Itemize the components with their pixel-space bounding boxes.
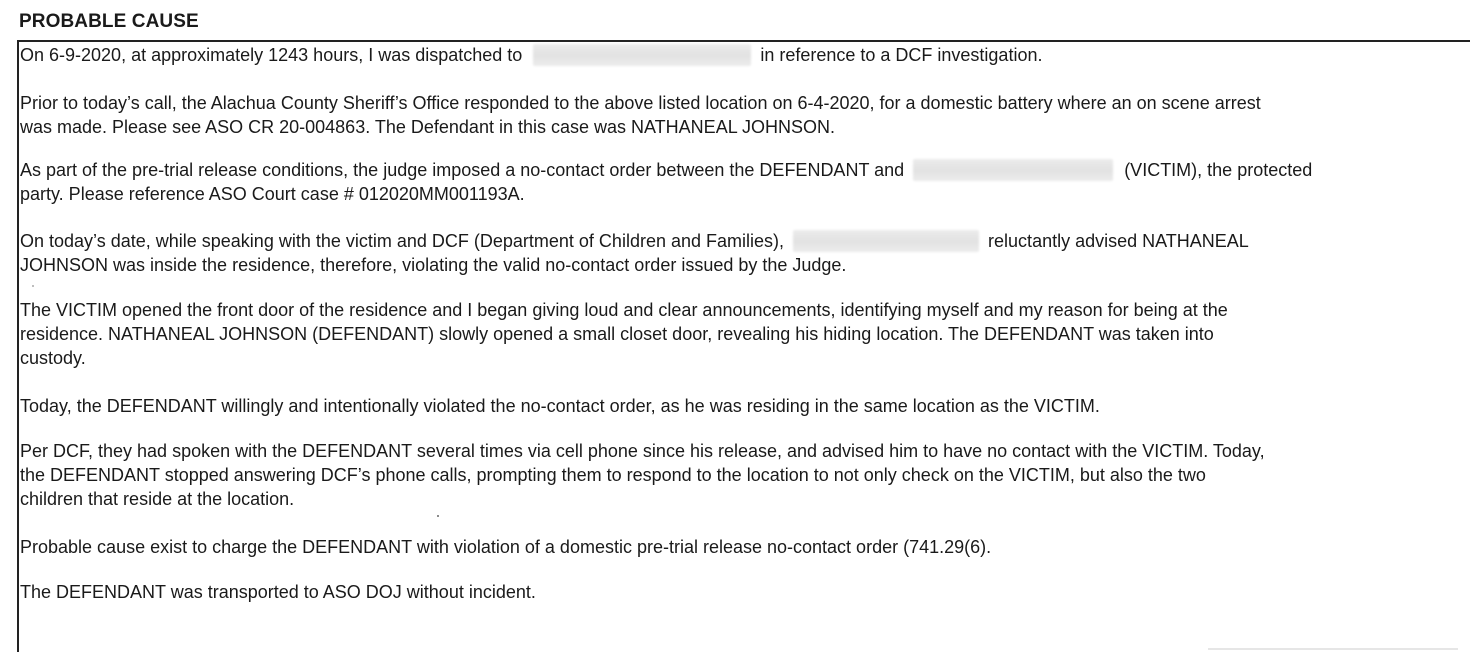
paragraph-release-conditions bbox=[20, 158, 1465, 206]
release-conditions-line-1 bbox=[20, 158, 1465, 182]
todays-date-text-start: On today’s date, while speaking with the victim and DCF (Department of Children and Families), bbox=[20, 231, 785, 251]
redacted-address bbox=[533, 44, 751, 66]
front-door-line-2: residence. NATHANEAL JOHNSON (DEFENDANT) slowly opened a small closet door, revealing his hiding location. The DEFENDANT was taken into bbox=[20, 324, 1214, 344]
dcf-contact-line-2: the DEFENDANT stopped answering DCF’s phone calls, prompting them to respond to the location to not only check on the VICTIM, but also the two bbox=[20, 465, 1206, 485]
paragraph-dcf-contact bbox=[20, 439, 1465, 511]
paragraph-prior-call bbox=[20, 91, 1465, 139]
release-conditions-text-end: (VICTIM), the protected bbox=[1124, 160, 1313, 180]
front-door-line-1: The VICTIM opened the front door of the residence and I began giving loud and clear announcements, identifying myself and my reason for being at the bbox=[20, 300, 1228, 320]
prior-call-line-1: Prior to today’s call, the Alachua County Sheriff’s Office responded to the above listed location on 6-4-2020, for a domestic battery where an on scene arrest bbox=[20, 93, 1261, 113]
paragraph-front-door bbox=[20, 298, 1465, 370]
scan-edge-mark bbox=[1208, 648, 1458, 650]
dcf-contact-line-1: Per DCF, they had spoken with the DEFENDANT several times via cell phone since his release, and advised him to have no contact with the VICTIM. Today, bbox=[20, 441, 1265, 461]
scan-speck bbox=[32, 285, 34, 287]
todays-date-line-2: JOHNSON was inside the residence, therefore, violating the valid no-contact order issued by the Judge. bbox=[20, 255, 847, 275]
dcf-contact-line-3: children that reside at the location. bbox=[20, 489, 295, 509]
dispatch-text-end: in reference to a DCF investigation. bbox=[760, 45, 1043, 65]
paragraph-todays-date bbox=[20, 229, 1465, 277]
paragraph-transport: The DEFENDANT was transported to ASO DOJ without incident. bbox=[20, 582, 536, 602]
prior-call-line-2: was made. Please see ASO CR 20-004863. The Defendant in this case was NATHANEAL JOHNSON. bbox=[20, 117, 836, 137]
scan-speck bbox=[437, 515, 439, 517]
redacted-victim-name-2 bbox=[793, 230, 979, 252]
paragraph-dispatch bbox=[20, 43, 1465, 67]
section-heading: PROBABLE CAUSE bbox=[19, 11, 199, 32]
dispatch-text-start: On 6-9-2020, at approximately 1243 hours, I was dispatched to bbox=[20, 45, 523, 65]
redacted-victim-name bbox=[913, 159, 1113, 181]
todays-date-line-1 bbox=[20, 229, 1465, 253]
front-door-line-3: custody. bbox=[20, 348, 86, 368]
todays-date-text-end: reluctantly advised NATHANEAL bbox=[988, 231, 1249, 251]
paragraph-violation: Today, the DEFENDANT willingly and intentionally violated the no-contact order, as he was residing in the same location as the VICTIM. bbox=[20, 396, 1100, 416]
paragraph-probable-cause: Probable cause exist to charge the DEFENDANT with violation of a domestic pre-trial release no-contact order (741.29(6). bbox=[20, 537, 992, 557]
release-conditions-text-start: As part of the pre-trial release conditions, the judge imposed a no-contact order between the DEFENDANT and bbox=[20, 160, 905, 180]
release-conditions-line-2: party. Please reference ASO Court case # 012020MM001193A. bbox=[20, 184, 525, 204]
